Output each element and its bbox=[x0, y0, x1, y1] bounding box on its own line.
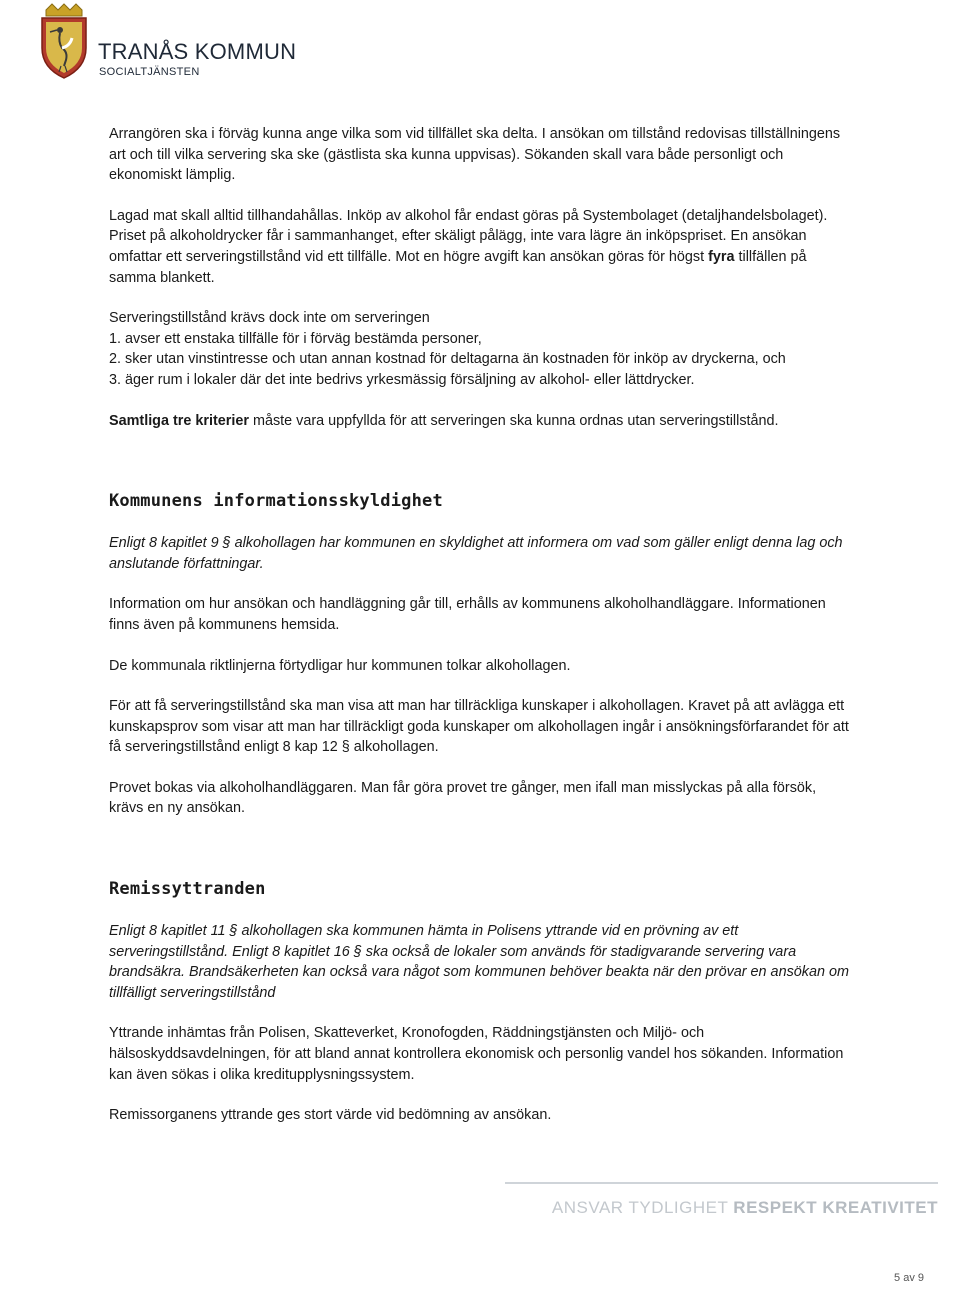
exemption-intro: Serveringstillstånd krävs dock inte om serveringen bbox=[109, 310, 430, 327]
footer-tagline bbox=[552, 1198, 938, 1218]
criteria-paragraph bbox=[109, 411, 849, 432]
list-item: 1. avser ett enstaka tillfälle för i förväg bestämda personer, bbox=[109, 330, 482, 347]
info-paragraph-2: Information om hur ansökan och handläggning går till, erhålls av kommunens alkoholhandläggare. Informationen finns även på kommunens hemsida. bbox=[109, 596, 826, 633]
criteria-emphasis: Samtliga tre kriterier bbox=[109, 412, 249, 429]
info-paragraph-1: Enligt 8 kapitlet 9 § alkohollagen har kommunen en skyldighet att informera om vad som gäller enligt denna lag och anslutande författningar. bbox=[109, 535, 843, 572]
organization-name: TRANÅS KOMMUN bbox=[98, 39, 297, 64]
remiss-paragraph-2: Yttrande inhämtas från Polisen, Skatteverket, Kronofogden, Räddningstjänsten och Miljö- och hälsoskyddsavdelningen, för att bland annat kontrollera ekonomisk och personlig vandel hos sökanden. Information kan även sökas i olika kreditupplysningssystem. bbox=[109, 1025, 844, 1083]
list-item: 2. sker utan vinstintresse och utan annan kostnad för deltagarna än kostnaden för inköp av dryckerna, och bbox=[109, 351, 786, 368]
list-item: 3. äger rum i lokaler där det inte bedrivs yrkesmässig försäljning av alkohol- eller lättdrycker. bbox=[109, 371, 695, 388]
criteria-text: måste vara uppfyllda för att serveringen ska kunna ordnas utan serveringstillstånd. bbox=[248, 412, 779, 429]
info-paragraph-5: Provet bokas via alkoholhandläggaren. Man får göra provet tre gånger, men ifall man misslyckas på alla försök, krävs en ny ansökan. bbox=[109, 779, 817, 817]
organization-unit: SOCIALTJÄNSTEN bbox=[99, 66, 200, 78]
emphasis-fyra: fyra bbox=[708, 248, 735, 265]
intro-paragraph-2-text-c: tillfällen på samma blankett. bbox=[109, 248, 807, 286]
heading-informationsskyldighet: Kommunens informationsskyldighet bbox=[109, 491, 443, 512]
page-number: 5 av 9 bbox=[894, 1272, 924, 1284]
page-header bbox=[38, 2, 358, 82]
intro-paragraph-2 bbox=[109, 206, 849, 288]
heading-remissyttranden: Remissyttranden bbox=[109, 879, 266, 900]
footer-divider bbox=[505, 1182, 938, 1184]
remiss-paragraph-1: Enligt 8 kapitlet 11 § alkohollagen ska kommunen hämta in Polisens yttrande vid en prövning av ett serveringstillstånd. Enligt 8 kapitlet 16 § ska också de lokaler som används för stadigvarande servering vara brandsäkra. Brandsäkerheten kan också vara något som kommunen behöver beakta när den prövar en ansökan om tillfälligt serveringstillstånd bbox=[109, 923, 849, 1001]
info-paragraph-4: För att få serveringstillstånd ska man visa att man har tillräckliga kunskaper i alkohollagen. Kravet på att avlägga ett kunskapsprov som visar att man har tillräckligt goda kunskaper om alkohollagen ingår i ansökningsförfarandet för att få serveringstillstånd enligt 8 kap 12 § alkohollagen. bbox=[109, 698, 849, 756]
intro-paragraph-1: Arrangören ska i förväg kunna ange vilka som vid tillfället ska delta. I ansökan om tillstånd redovisas tillställningens art och till vilka servering ska ske (gästlista ska kunna uppvisas). Sökanden skall vara både personligt och ekonomiskt lämplig. bbox=[109, 126, 841, 184]
intro-paragraph-2-text-a: Lagad mat skall alltid tillhandahållas. Inköp av alkohol får endast göras på Systembolaget (detaljhandelsbolaget). Priset på alkoholdrycker får i sammanhanget, efter skäligt pålägg, inte vara lägre än inköpspriset. En ansökan omfattar ett serveringstillstånd vid ett tillfälle. Mot en högre avgift kan ansökan göras för högst bbox=[109, 207, 828, 265]
tagline-light: ANSVAR TYDLIGHET bbox=[551, 1198, 734, 1217]
remiss-paragraph-3: Remissorganens yttrande ges stort värde vid bedömning av ansökan. bbox=[109, 1107, 552, 1124]
document-body bbox=[109, 124, 849, 1126]
tranas-coat-of-arms-icon bbox=[38, 2, 90, 80]
info-paragraph-3: De kommunala riktlinjerna förtydligar hur kommunen tolkar alkohollagen. bbox=[109, 657, 571, 674]
tagline-bold: RESPEKT KREATIVITET bbox=[733, 1198, 938, 1217]
